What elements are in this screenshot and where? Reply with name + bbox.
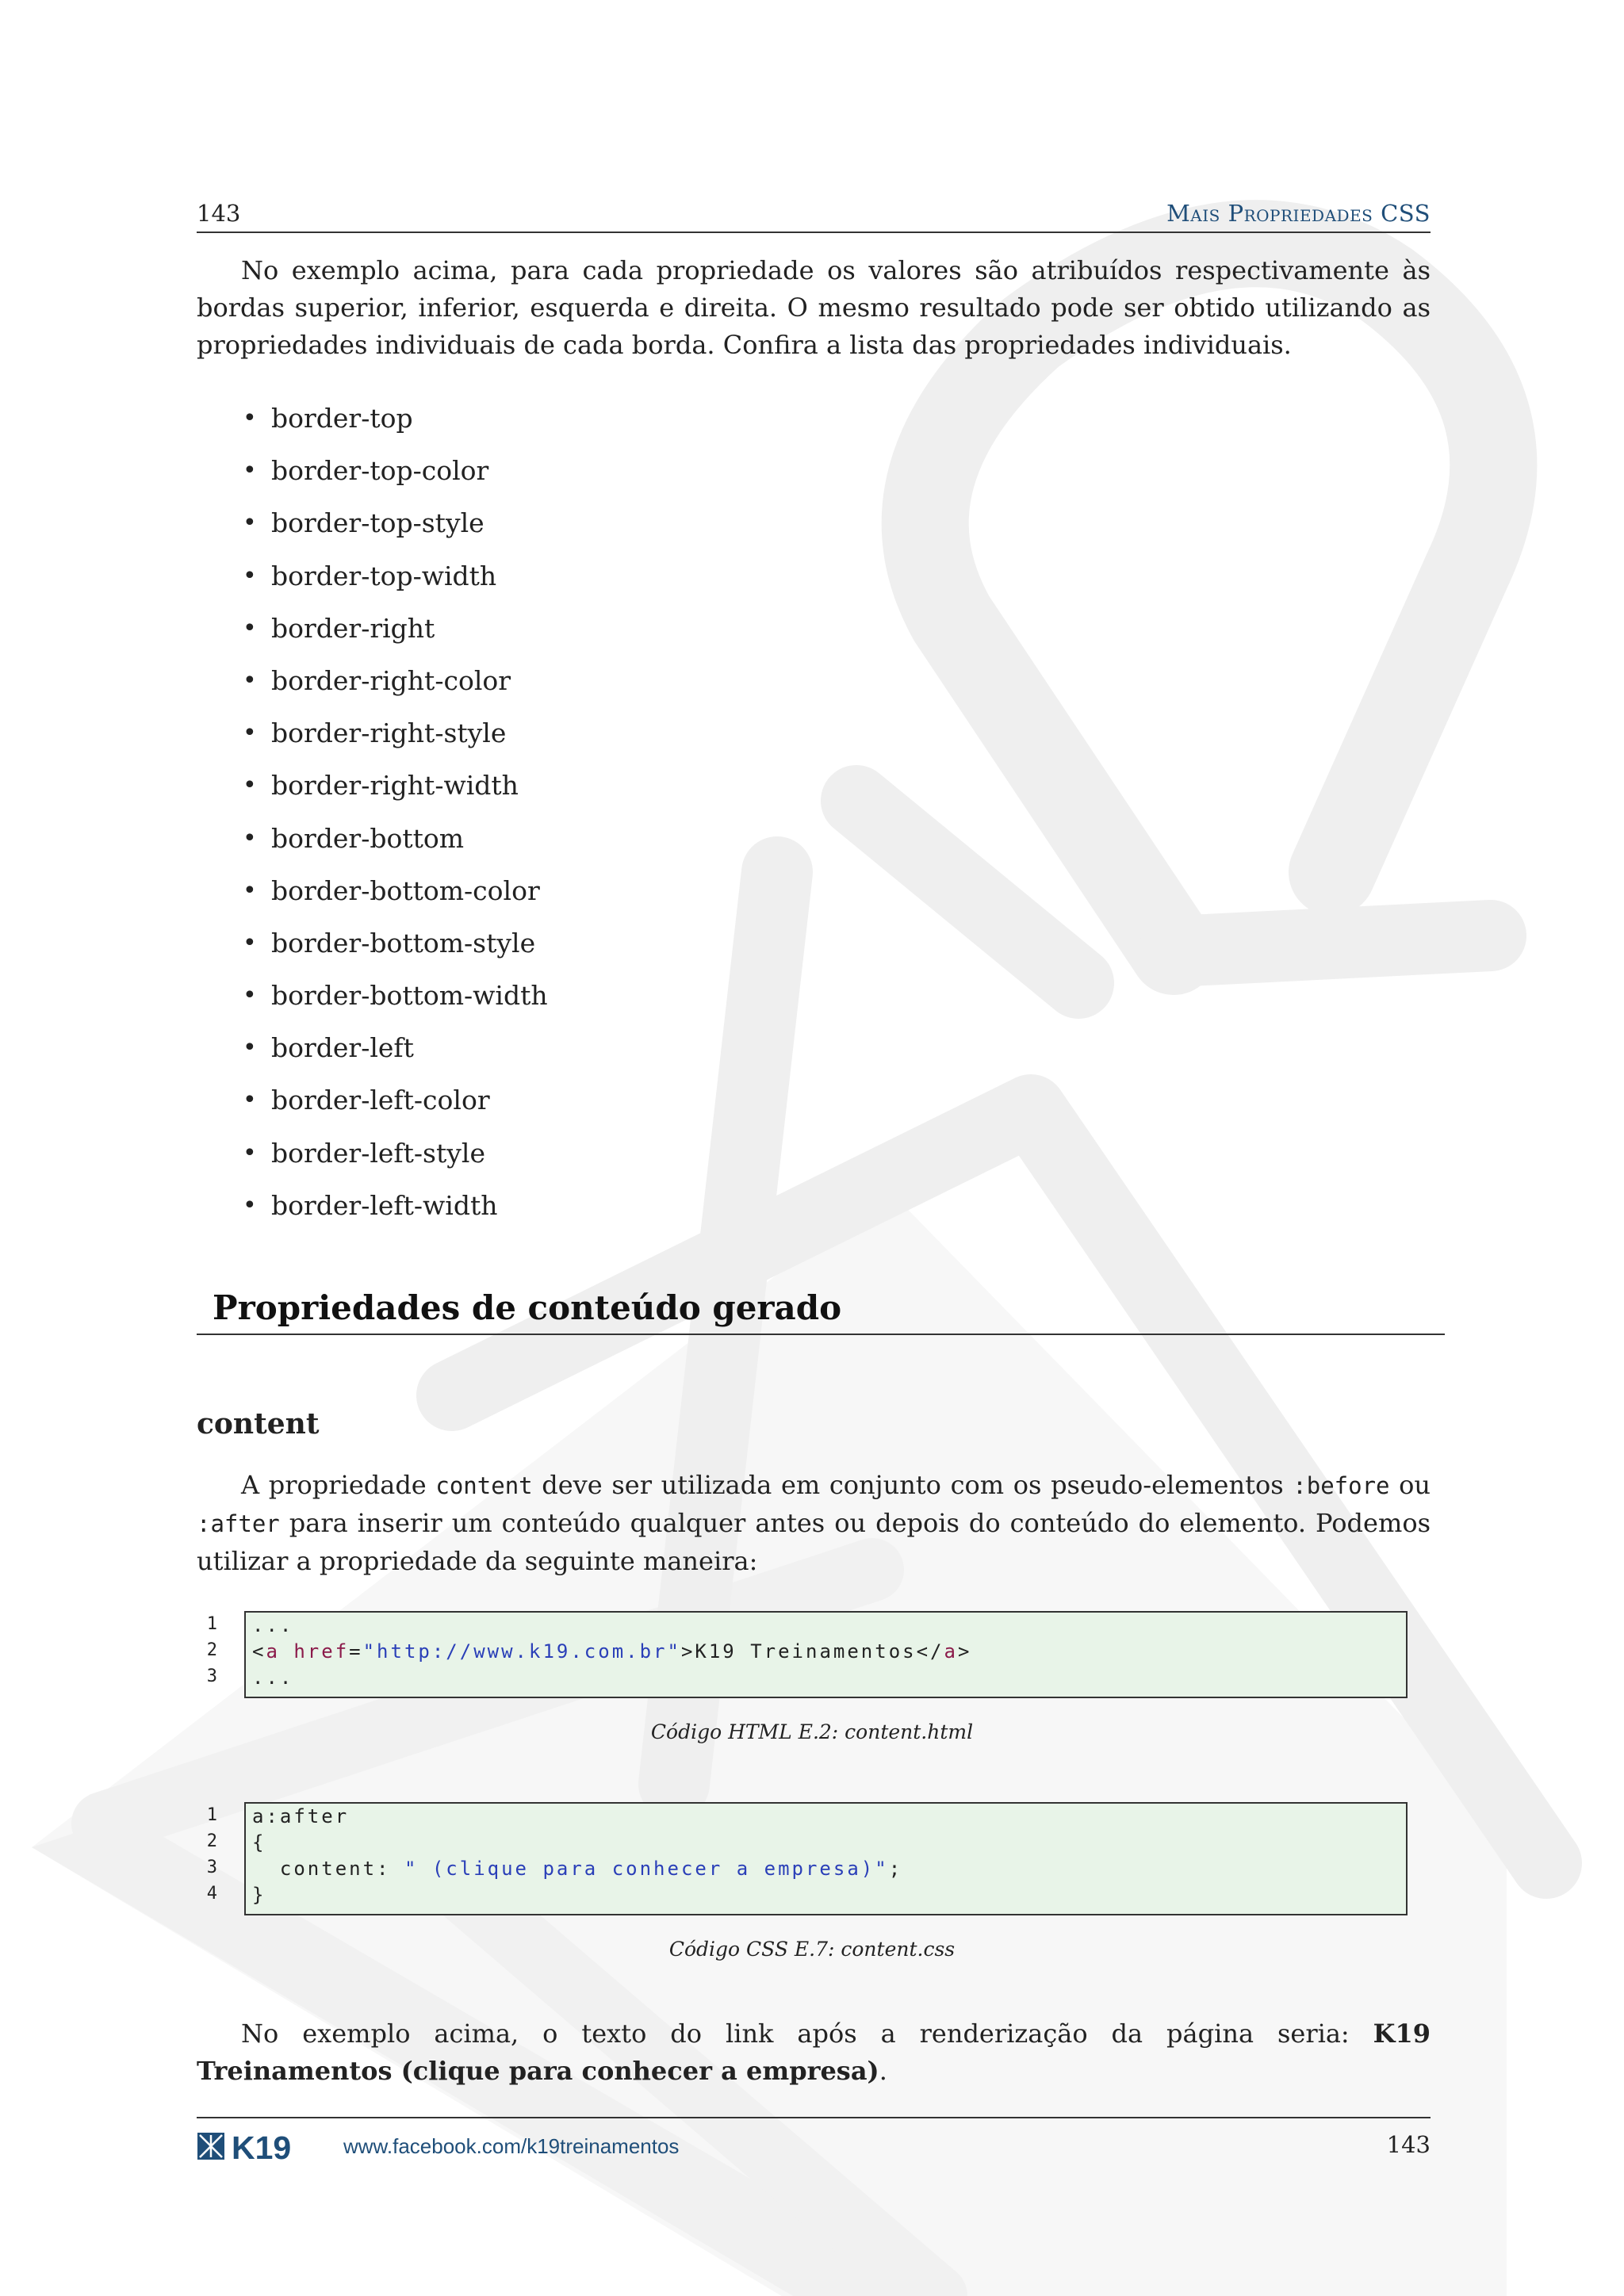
subsection-title: content	[197, 1407, 320, 1441]
list-item: • border-top-width	[243, 554, 548, 607]
code-line: content: " (clique para conhecer a empresa)";	[252, 1858, 903, 1880]
page-header	[197, 200, 1431, 233]
list-item: • border-left-style	[243, 1131, 548, 1184]
code-caption-css: Código CSS E.7: content.css	[668, 1938, 956, 1961]
list-item: • border-bottom-width	[243, 974, 548, 1026]
list-item: • border-top-style	[243, 501, 548, 553]
conclusion-paragraph: No exemplo acima, o texto do link após a renderização da página seria: K19 Treinamentos (clique para conhecer a empresa).	[197, 2019, 1431, 2086]
header-page-number: 143	[197, 200, 241, 227]
svg-text:K19: K19	[232, 2131, 292, 2163]
code-line: }	[252, 1884, 266, 1906]
footer-page-number: 143	[1386, 2131, 1431, 2158]
list-item: • border-right-width	[243, 763, 548, 816]
content-text-4: para inserir um conteúdo qualquer antes ou depois do conteúdo do elemento. Podemos utilizar a propriedade da seguinte maneira:	[197, 1508, 1431, 1576]
code-line: ...	[252, 1667, 294, 1689]
k19-logo	[197, 2131, 320, 2163]
content-paragraph	[197, 1467, 1431, 1580]
list-item: • border-left-width	[243, 1184, 548, 1236]
code-line: <a href="http://www.k19.com.br">K19 Treinamentos</a>	[252, 1640, 972, 1663]
list-item: • border-bottom-style	[243, 921, 548, 974]
list-item: • border-right-color	[243, 659, 548, 711]
inline-code-before: :before	[1293, 1472, 1390, 1499]
running-title: Mais Propriedades CSS	[1166, 200, 1431, 227]
list-item: • border-right	[243, 607, 548, 659]
list-item: • border-bottom-color	[243, 869, 548, 921]
facebook-link[interactable]: www.facebook.com/k19treinamentos	[343, 2134, 680, 2158]
section-title: Propriedades de conteúdo gerado	[213, 1288, 842, 1327]
code-line: ...	[252, 1614, 294, 1636]
section-heading	[197, 1284, 1445, 1335]
line-numbers: 1 2 3	[206, 1614, 217, 1686]
content-text-1: A propriedade	[241, 1470, 436, 1500]
intro-paragraph: No exemplo acima, para cada propriedade os valores são atribuídos respectivamente às bordas superior, inferior, esquerda e direita. O mesmo resultado pode ser obtido utilizando as propriedades individuais de cada borda. Confira a lista das propriedades individuais.	[197, 255, 1431, 360]
code-listing-html	[197, 1611, 1410, 1698]
list-item: • border-left	[243, 1026, 548, 1078]
list-item: • border-top-color	[243, 449, 548, 501]
footer-divider	[197, 2117, 1431, 2118]
conclusion-bold-text: K19 Treinamentos (clique para conhecer a empresa)	[197, 2019, 1431, 2086]
inline-code-content: content	[435, 1472, 533, 1499]
conclusion-text: No exemplo acima, o texto do link após a renderização da página seria:	[241, 2019, 1373, 2049]
code-listing-css	[197, 1802, 1410, 1915]
line-numbers: 1 2 3 4	[206, 1805, 217, 1904]
code-line: {	[252, 1831, 266, 1854]
list-item: • border-left-color	[243, 1078, 548, 1131]
content-text-3: ou	[1389, 1470, 1431, 1500]
list-item: • border-top	[243, 396, 548, 449]
code-caption-html: Código HTML E.2: content.html	[650, 1720, 974, 1743]
list-item: • border-right-style	[243, 711, 548, 763]
content-text-2: deve ser utilizada em conjunto com os pseudo-elementos	[532, 1470, 1293, 1500]
list-item: • border-bottom	[243, 817, 548, 869]
code-box	[244, 1802, 1408, 1915]
border-properties-list	[243, 396, 548, 1236]
code-box	[244, 1611, 1408, 1698]
code-line: a:after	[252, 1805, 350, 1827]
inline-code-after: :after	[197, 1510, 280, 1537]
